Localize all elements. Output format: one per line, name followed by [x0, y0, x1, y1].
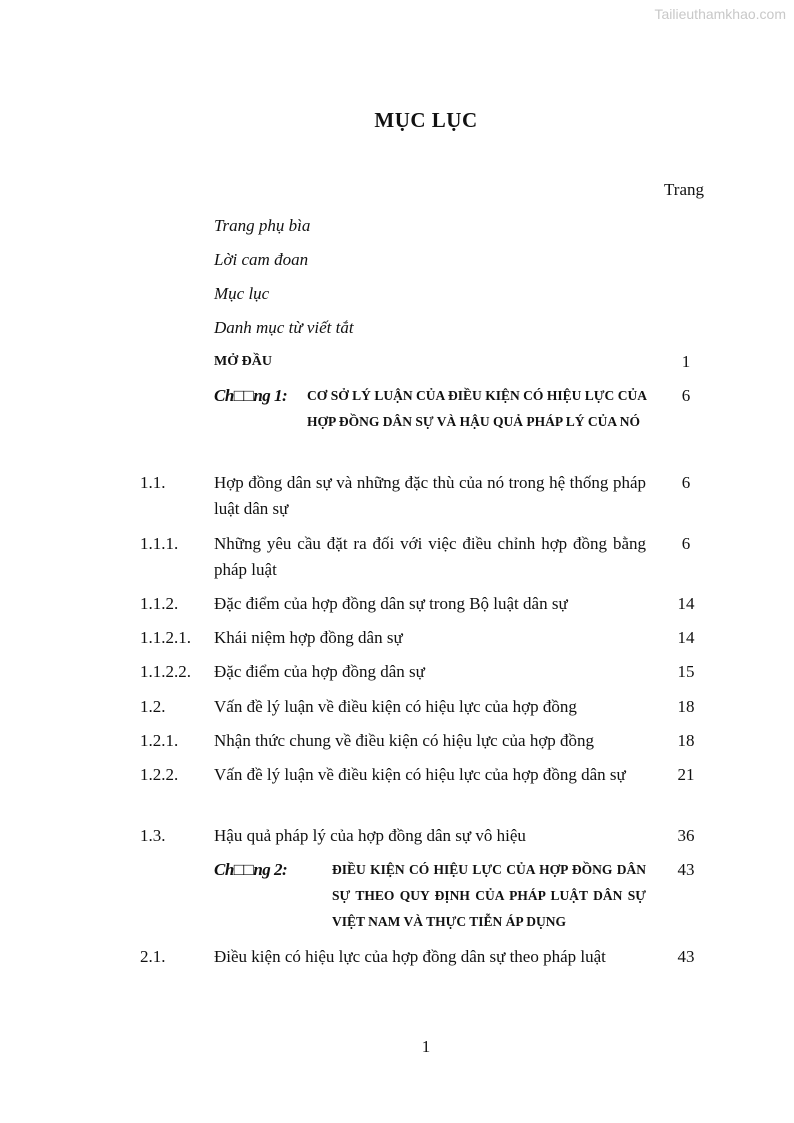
- toc-entry-text: Điều kiện có hiệu lực của hợp đồng dân sự theo pháp luật: [214, 947, 606, 966]
- toc-entry-page: 43: [677, 947, 695, 966]
- toc-entry-number: 1.2.1.: [140, 731, 179, 750]
- toc-entry-page: 6: [681, 534, 691, 553]
- toc-entry-text: Nhận thức chung về điều kiện có hiệu lực của hợp đồng: [214, 731, 595, 750]
- toc-entry-text: Những yêu cầu đặt ra đối với việc điều chỉnh hợp đồng bằng pháp luật: [214, 534, 646, 579]
- page-number: 1: [421, 1037, 431, 1056]
- toc-entry-text: Danh mục từ viết tắt: [214, 318, 354, 337]
- toc-entry-number: 1.3.: [140, 826, 166, 845]
- toc-entry-text: Khái niệm hợp đồng dân sự: [214, 628, 403, 647]
- toc-entry-text: Đặc điểm của hợp đồng dân sự: [214, 662, 425, 681]
- toc-entry-number: 1.1.2.1.: [140, 628, 191, 647]
- toc-entry-page: 14: [677, 628, 695, 647]
- toc-entry-page: 43: [677, 860, 695, 879]
- toc-entry-page: 21: [677, 765, 695, 784]
- page-title: MỤC LỤC: [374, 108, 478, 132]
- chapter-title: CƠ SỞ LÝ LUẬN CỦA ĐIỀU KIỆN CÓ HIỆU LỰC CỦA HỢP ĐỒNG DÂN SỰ VÀ HẬU QUẢ PHÁP LÝ CỦA NÓ: [307, 388, 647, 429]
- toc-entry-number: 1.1.: [140, 473, 166, 492]
- toc-entry-text: Hậu quả pháp lý của hợp đồng dân sự vô hiệu: [214, 826, 526, 845]
- toc-entry-text: Đặc điểm của hợp đồng dân sự trong Bộ luật dân sự: [214, 594, 568, 613]
- toc-entry-text: Hợp đồng dân sự và những đặc thù của nó trong hệ thống pháp luật dân sự: [214, 473, 646, 518]
- toc-entry-number: 1.1.2.2.: [140, 662, 191, 681]
- toc-chapter: [0, 857, 794, 935]
- toc-entry-page: 14: [677, 594, 695, 613]
- chapter-prefix: Ch□□ng 1:: [214, 386, 288, 405]
- toc-entry-page: 6: [681, 386, 691, 405]
- toc-entry-page: 6: [681, 473, 691, 492]
- toc-entry-page: 18: [677, 731, 695, 750]
- toc-entry-page: 15: [677, 662, 695, 681]
- toc-entry-text: Trang phụ bìa: [214, 216, 311, 235]
- watermark: Tailieuthamkhao.com: [654, 6, 786, 22]
- chapter-title: ĐIỀU KIỆN CÓ HIỆU LỰC CỦA HỢP ĐỒNG DÂN SỰ THEO QUY ĐỊNH CỦA PHÁP LUẬT DÂN SỰ VIỆT NAM VÀ THỰC TIỄN ÁP DỤNG: [332, 862, 646, 929]
- toc-entry-number: 1.1.1.: [140, 534, 179, 553]
- toc-entry-number: 1.2.2.: [140, 765, 179, 784]
- toc-entry-text: MỞ ĐẦU: [214, 354, 272, 369]
- toc-entry-text: Mục lục: [214, 284, 270, 303]
- toc-entry-text: Vấn đề lý luận về điều kiện có hiệu lực của hợp đồng dân sự: [214, 765, 626, 784]
- toc-entry-page: 1: [681, 352, 691, 371]
- toc-entry-text: Lời cam đoan: [214, 250, 309, 269]
- toc-entry-number: 2.1.: [140, 947, 166, 966]
- chapter-prefix: Ch□□ng 2:: [214, 860, 288, 879]
- page-column-header: Trang: [664, 180, 704, 199]
- toc-entry-number: 1.1.2.: [140, 594, 179, 613]
- toc-chapter: [0, 383, 794, 461]
- toc-entry-text: Vấn đề lý luận về điều kiện có hiệu lực của hợp đồng: [214, 697, 577, 716]
- toc-entry-page: 18: [677, 697, 695, 716]
- toc-entry-number: 1.2.: [140, 697, 166, 716]
- toc-entry-page: 36: [677, 826, 695, 845]
